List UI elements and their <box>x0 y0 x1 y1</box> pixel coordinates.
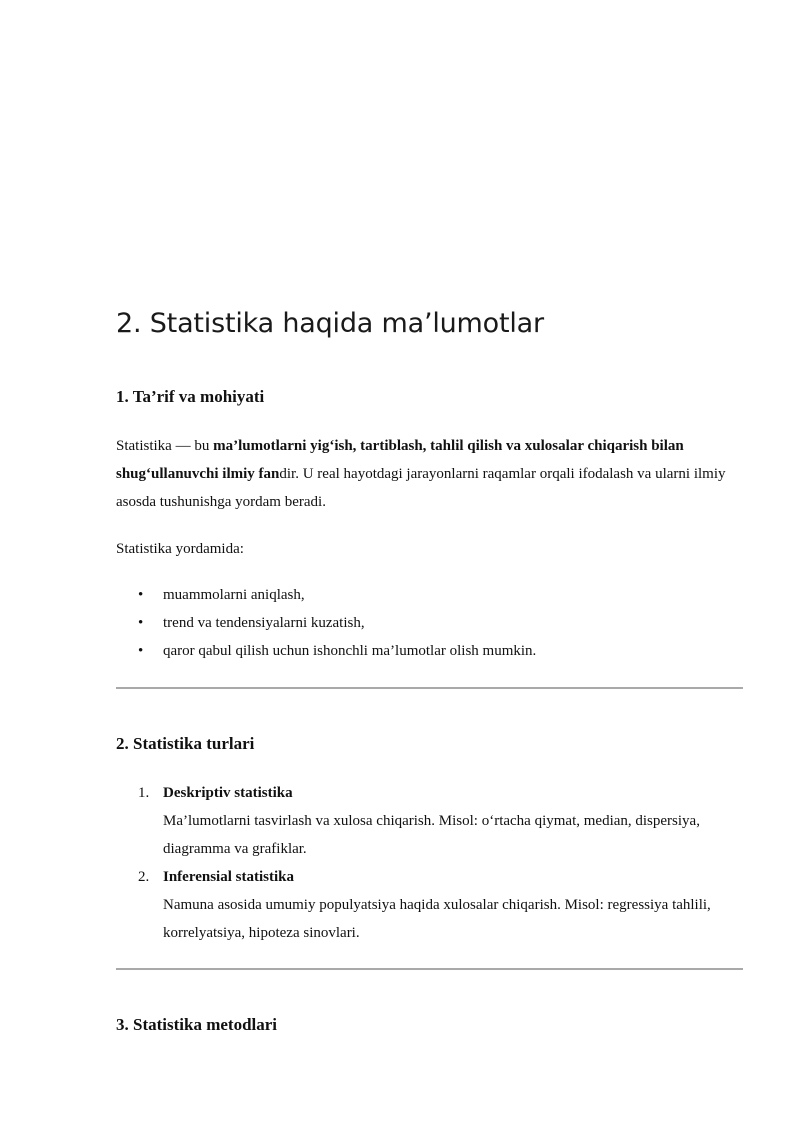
horizontal-divider <box>116 687 743 689</box>
bullet-icon: • <box>138 643 144 659</box>
list-item <box>116 863 746 947</box>
list-item-number: 1. <box>138 785 150 801</box>
list-item-title: Inferensial statistika <box>163 869 294 885</box>
definition-text-suffix: dir. U real hayotdagi jarayonlarni raqamlar orqali ifodalash va ularni ilmiy asosda tushunishga yordam beradi. <box>116 466 726 510</box>
definition-paragraph <box>116 432 746 516</box>
list-item-text: qaror qabul qilish uchun ishonchli ma’lumotlar olish mumkin. <box>163 643 537 659</box>
list-item <box>116 581 536 609</box>
section-heading-methods: 3. Statistika metodlari <box>116 1015 278 1034</box>
bullet-icon: • <box>138 615 144 631</box>
list-item-description: Ma’lumotlarni tasvirlash va xulosa chiqarish. Misol: o‘rtacha qiymat, median, dispersiya, diagramma va grafiklar. <box>163 813 700 857</box>
horizontal-divider <box>116 968 743 970</box>
page-title: 2. Statistika haqida ma’lumotlar <box>116 308 544 339</box>
usage-bullet-list <box>116 581 536 665</box>
section-heading-types: 2. Statistika turlari <box>116 734 255 753</box>
list-item-description: Namuna asosida umumiy populyatsiya haqida xulosalar chiqarish. Misol: regressiya tahlili, korrelyatsiya, hipoteza sinovlari. <box>163 897 711 941</box>
list-item <box>116 779 746 863</box>
definition-text-bold: ma’lumotlarni yig‘ish, tartiblash, tahlil qilish va xulosalar chiqarish bilan shug‘ullanuvchi ilmiy fan <box>116 438 684 482</box>
section-heading-definition: 1. Ta’rif va mohiyati <box>116 387 265 406</box>
list-item <box>116 609 536 637</box>
list-item-text: muammolarni aniqlash, <box>163 587 305 603</box>
list-item <box>116 637 536 665</box>
list-item-title: Deskriptiv statistika <box>163 785 293 801</box>
list-item-text: trend va tendensiyalarni kuzatish, <box>163 615 365 631</box>
definition-text-prefix: Statistika — bu <box>116 438 214 454</box>
list-item-number: 2. <box>138 869 150 885</box>
usage-lead-text: Statistika yordamida: <box>116 541 244 557</box>
bullet-icon: • <box>138 587 144 603</box>
types-numbered-list <box>116 779 746 947</box>
